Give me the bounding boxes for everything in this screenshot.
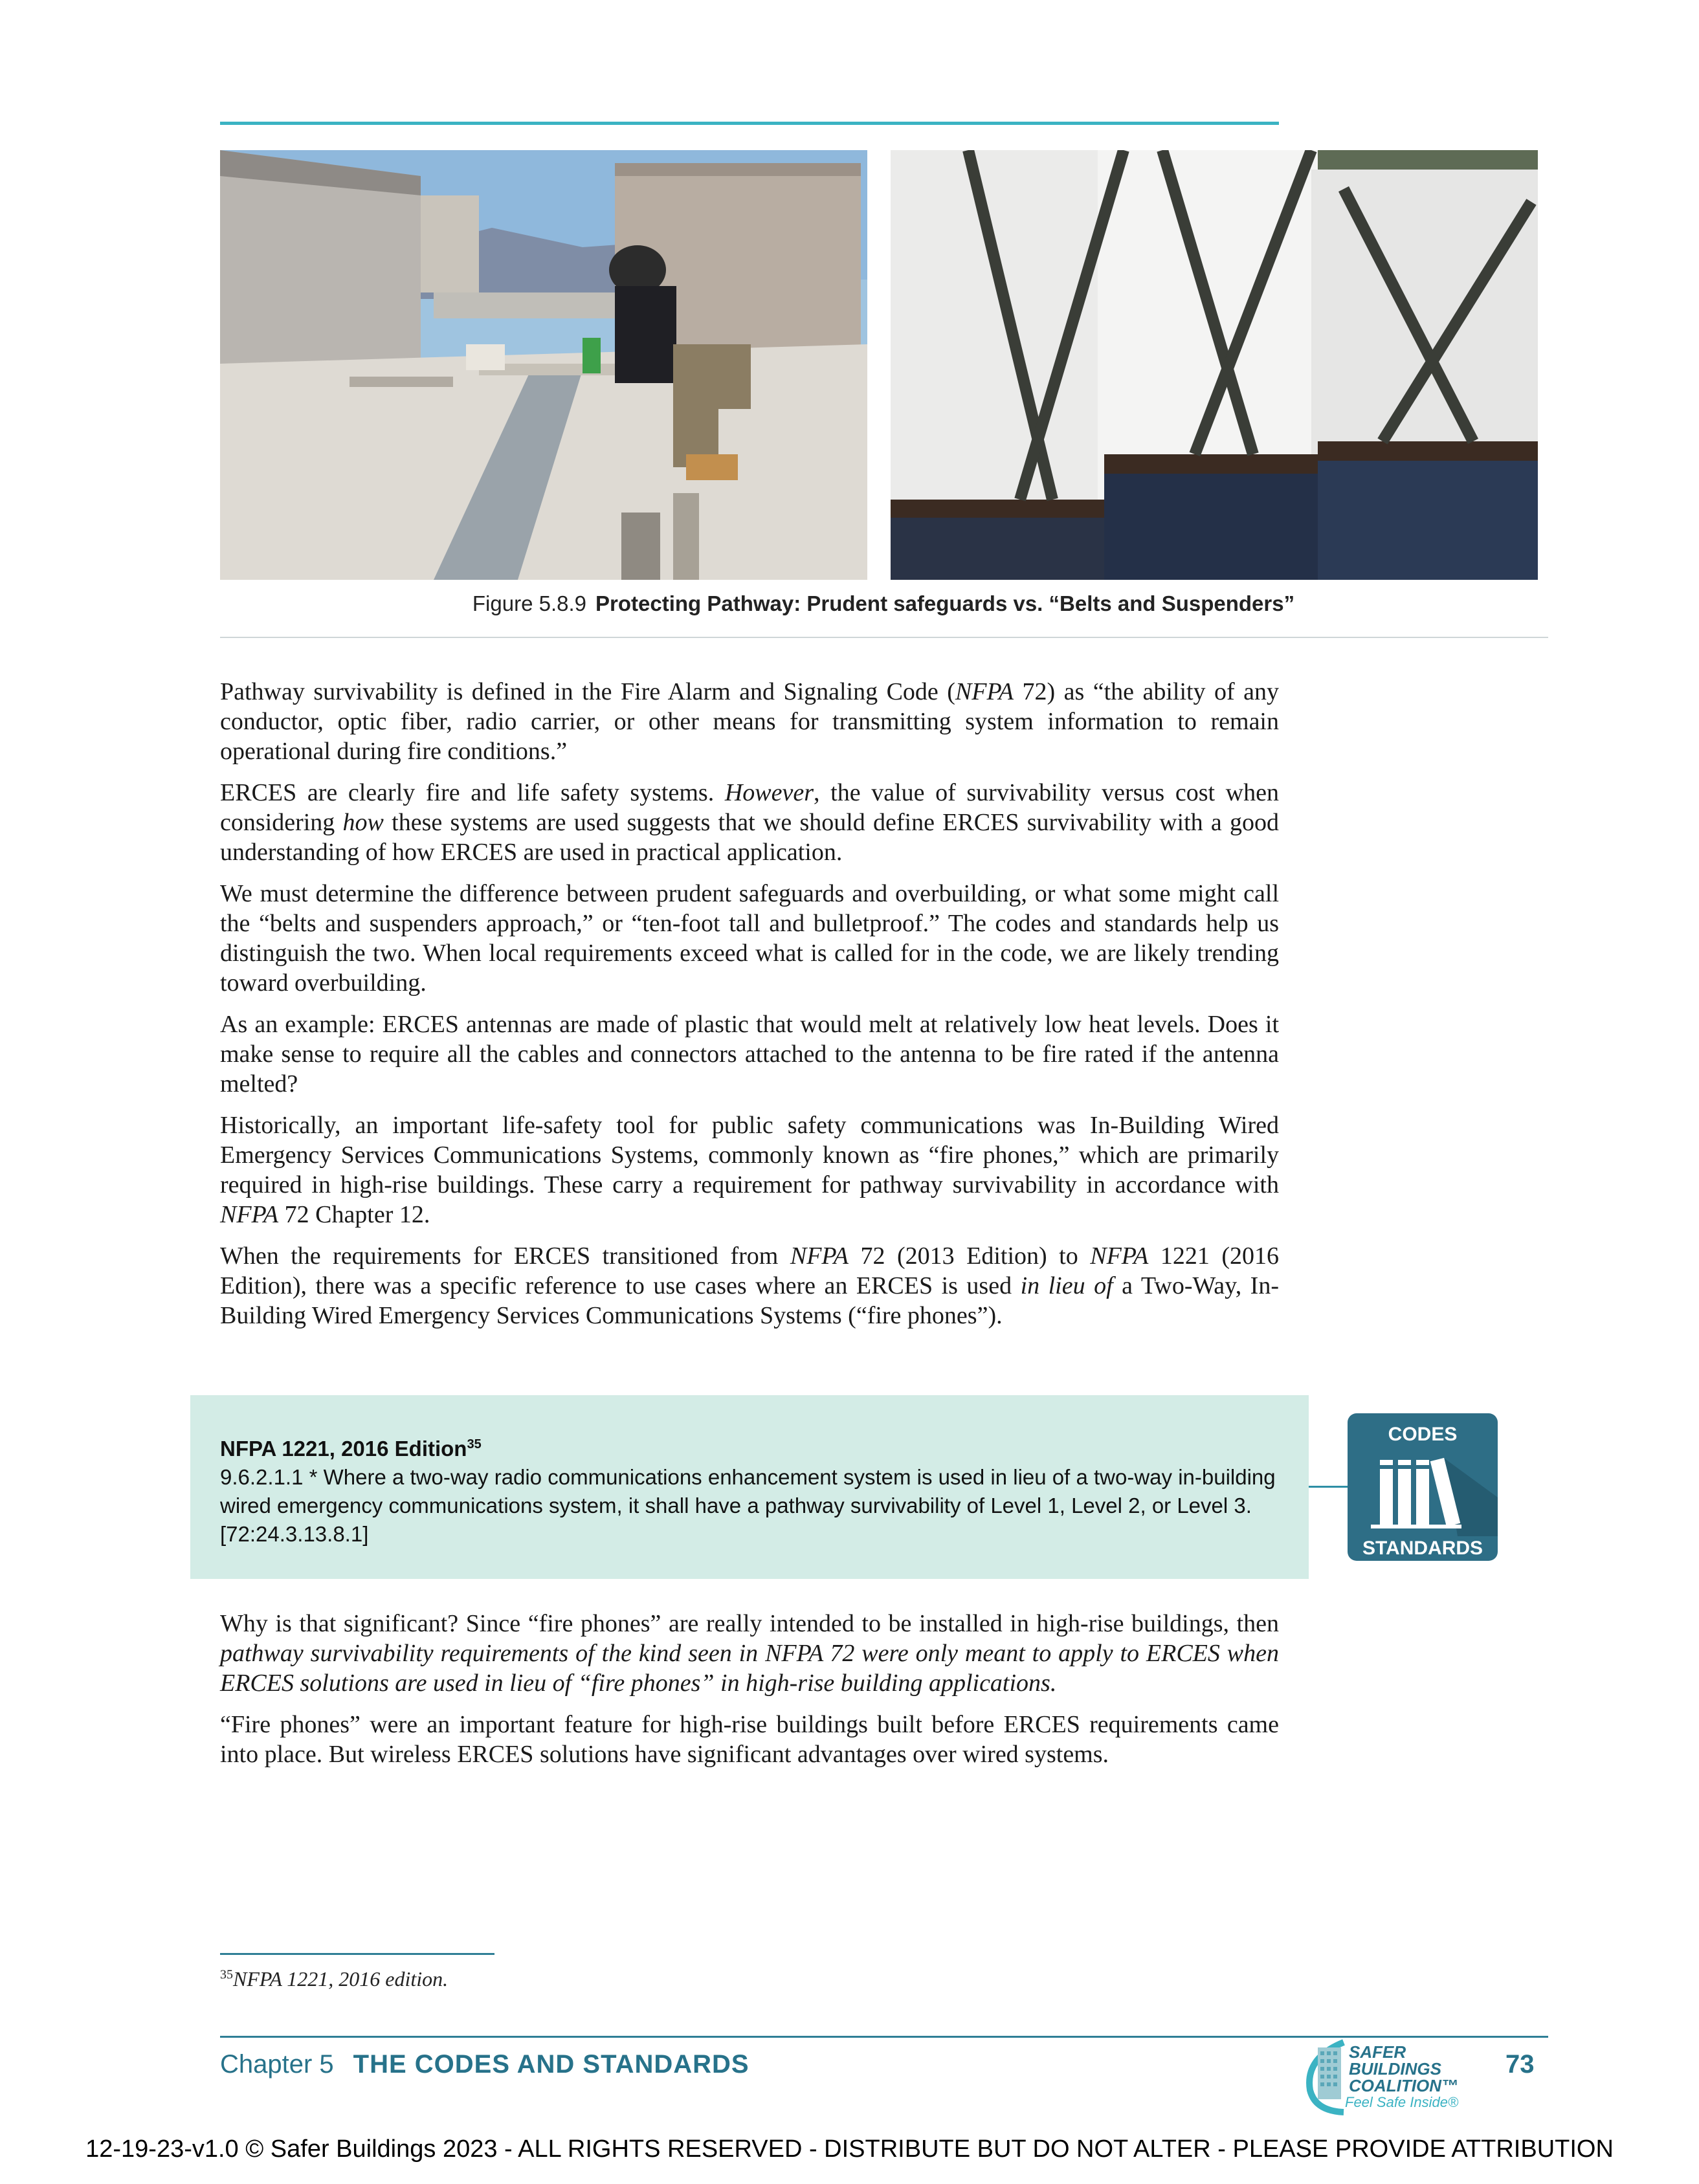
callout-footnote-ref: 35 (467, 1437, 482, 1451)
callout-connector (1309, 1486, 1348, 1488)
footnote (220, 1967, 448, 1991)
text-run: , the value of survivability versus cost when considering (220, 779, 1279, 836)
text-run: NFPA (955, 678, 1014, 705)
chapter-number: Chapter 5 (220, 2050, 334, 2079)
chapter-title: THE CODES AND STANDARDS (353, 2050, 750, 2079)
text-run: pathway survivability requirements of the kind seen in NFPA 72 were only meant to apply to ERCES when ERCES solutions are used in lieu of “fire phones” in high-rise building applications. (220, 1640, 1279, 1697)
caption-rule (220, 637, 1548, 638)
safer-buildings-logo (1298, 2038, 1493, 2116)
text-run: Historically, an important life-safety tool for public safety communications was In-Building Wired Emergency Services Communications Systems, commonly known as “fire phones,” which are primarily required in high-rise buildings. These carry a requirement for pathway survivability in accordance with (220, 1112, 1279, 1198)
footer-rule (220, 2036, 1548, 2038)
body-text-main (220, 677, 1279, 1342)
body-text-secondary (220, 1609, 1279, 1781)
figure-number: Figure 5.8.9 (472, 591, 586, 615)
footnote-text: NFPA 1221, 2016 edition. (233, 1967, 449, 1991)
logo-tagline: Feel Safe Inside® (1345, 2094, 1459, 2110)
copyright-notice: 12-19-23-v1.0 © Safer Buildings 2023 - ALL RIGHTS RESERVED - DISTRIBUTE BUT DO NOT ALTER - PLEASE PROVIDE ATTRIBUTION (85, 2135, 1614, 2163)
footnote-number: 35 (220, 1967, 233, 1982)
chapter-label (220, 2050, 750, 2079)
text-run: how (342, 809, 384, 836)
callout-text: 9.6.2.1.1 * Where a two-way radio communications enhancement system is used in lieu of a two-way in-building wired emergency communications system, it shall have a pathway survivability of Level 1, Level 2, or Level 3. [72:24.3.13.8.1] (220, 1465, 1276, 1546)
text-run: these systems are used suggests that we should define ERCES survivability with a good understanding of how ERCES are used in practical application. (220, 809, 1279, 866)
paragraph (220, 1110, 1279, 1230)
paragraph (220, 879, 1279, 998)
text-run: When the requirements for ERCES transitioned from (220, 1242, 790, 1270)
text-run: NFPA (790, 1242, 849, 1270)
text-run: ERCES are clearly fire and life safety systems. (220, 779, 725, 806)
photo-suspenders (891, 150, 1538, 580)
paragraph (220, 1609, 1279, 1698)
code-callout-box (190, 1395, 1309, 1579)
text-run: a Two-Way, In-Building Wired Emergency Services Communications Systems (“fire phones”). (220, 1272, 1279, 1329)
text-run: “Fire phones” were an important feature for high-rise buildings built before ERCES requirements came into place. But wireless ERCES solutions have significant advantages over wired systems. (220, 1711, 1279, 1768)
paragraph (220, 778, 1279, 867)
figure-caption-text: Protecting Pathway: Prudent safeguards vs. “Belts and Suspenders” (595, 591, 1295, 615)
codes-standards-icon (1348, 1413, 1498, 1561)
figure-caption (220, 591, 1547, 616)
paragraph (220, 1241, 1279, 1330)
text-run: As an example: ERCES antennas are made of plastic that would melt at relatively low heat levels. Does it make sense to require all the cables and connectors attached to the antenna to be fire rated if the antenna melted? (220, 1011, 1279, 1098)
paragraph (220, 1710, 1279, 1769)
text-run: We must determine the difference between prudent safeguards and overbuilding, or what some might call the “belts and suspenders approach,” or “ten-foot tall and bulletproof.” The codes and standards help us distinguish the two. When local requirements exceed what is called for in the code, we are likely trending toward overbuilding. (220, 880, 1279, 997)
photo-rooftop-worker (220, 150, 867, 580)
text-run: However (724, 779, 814, 806)
text-run: Why is that significant? Since “fire phones” are really intended to be installed in high-rise buildings, then (220, 1610, 1279, 1637)
footnote-rule (220, 1953, 494, 1955)
logo-line2: BUILDINGS (1349, 2059, 1441, 2079)
callout-title: NFPA 1221, 2016 Edition$^{35}$ (220, 1437, 482, 1461)
text-run: NFPA (220, 1201, 279, 1228)
badge-top-text: CODES (1388, 1424, 1458, 1445)
logo-line1: SAFER (1349, 2042, 1406, 2062)
paragraph (220, 1009, 1279, 1099)
text-run: NFPA (1090, 1242, 1149, 1270)
text-run: Pathway survivability is defined in the Fire Alarm and Signaling Code ( (220, 678, 955, 705)
text-run: 72 Chapter 12. (278, 1201, 430, 1228)
text-run: in lieu of (1020, 1272, 1113, 1299)
text-run: 1221 (2016 Edition), there was a specific reference to use cases where an ERCES is used (220, 1242, 1279, 1299)
logo-line3: COALITION™ (1349, 2076, 1458, 2095)
badge-bottom-text: STANDARDS (1362, 1538, 1483, 1559)
paragraph (220, 677, 1279, 766)
header-rule (220, 122, 1279, 125)
text-run: 72) as “the ability of any conductor, optic fiber, radio carrier, or other means for transmitting system information to remain operational during fire conditions.” (220, 678, 1279, 765)
text-run: 72 (2013 Edition) to (848, 1242, 1091, 1270)
page-number: 73 (1505, 2050, 1535, 2079)
